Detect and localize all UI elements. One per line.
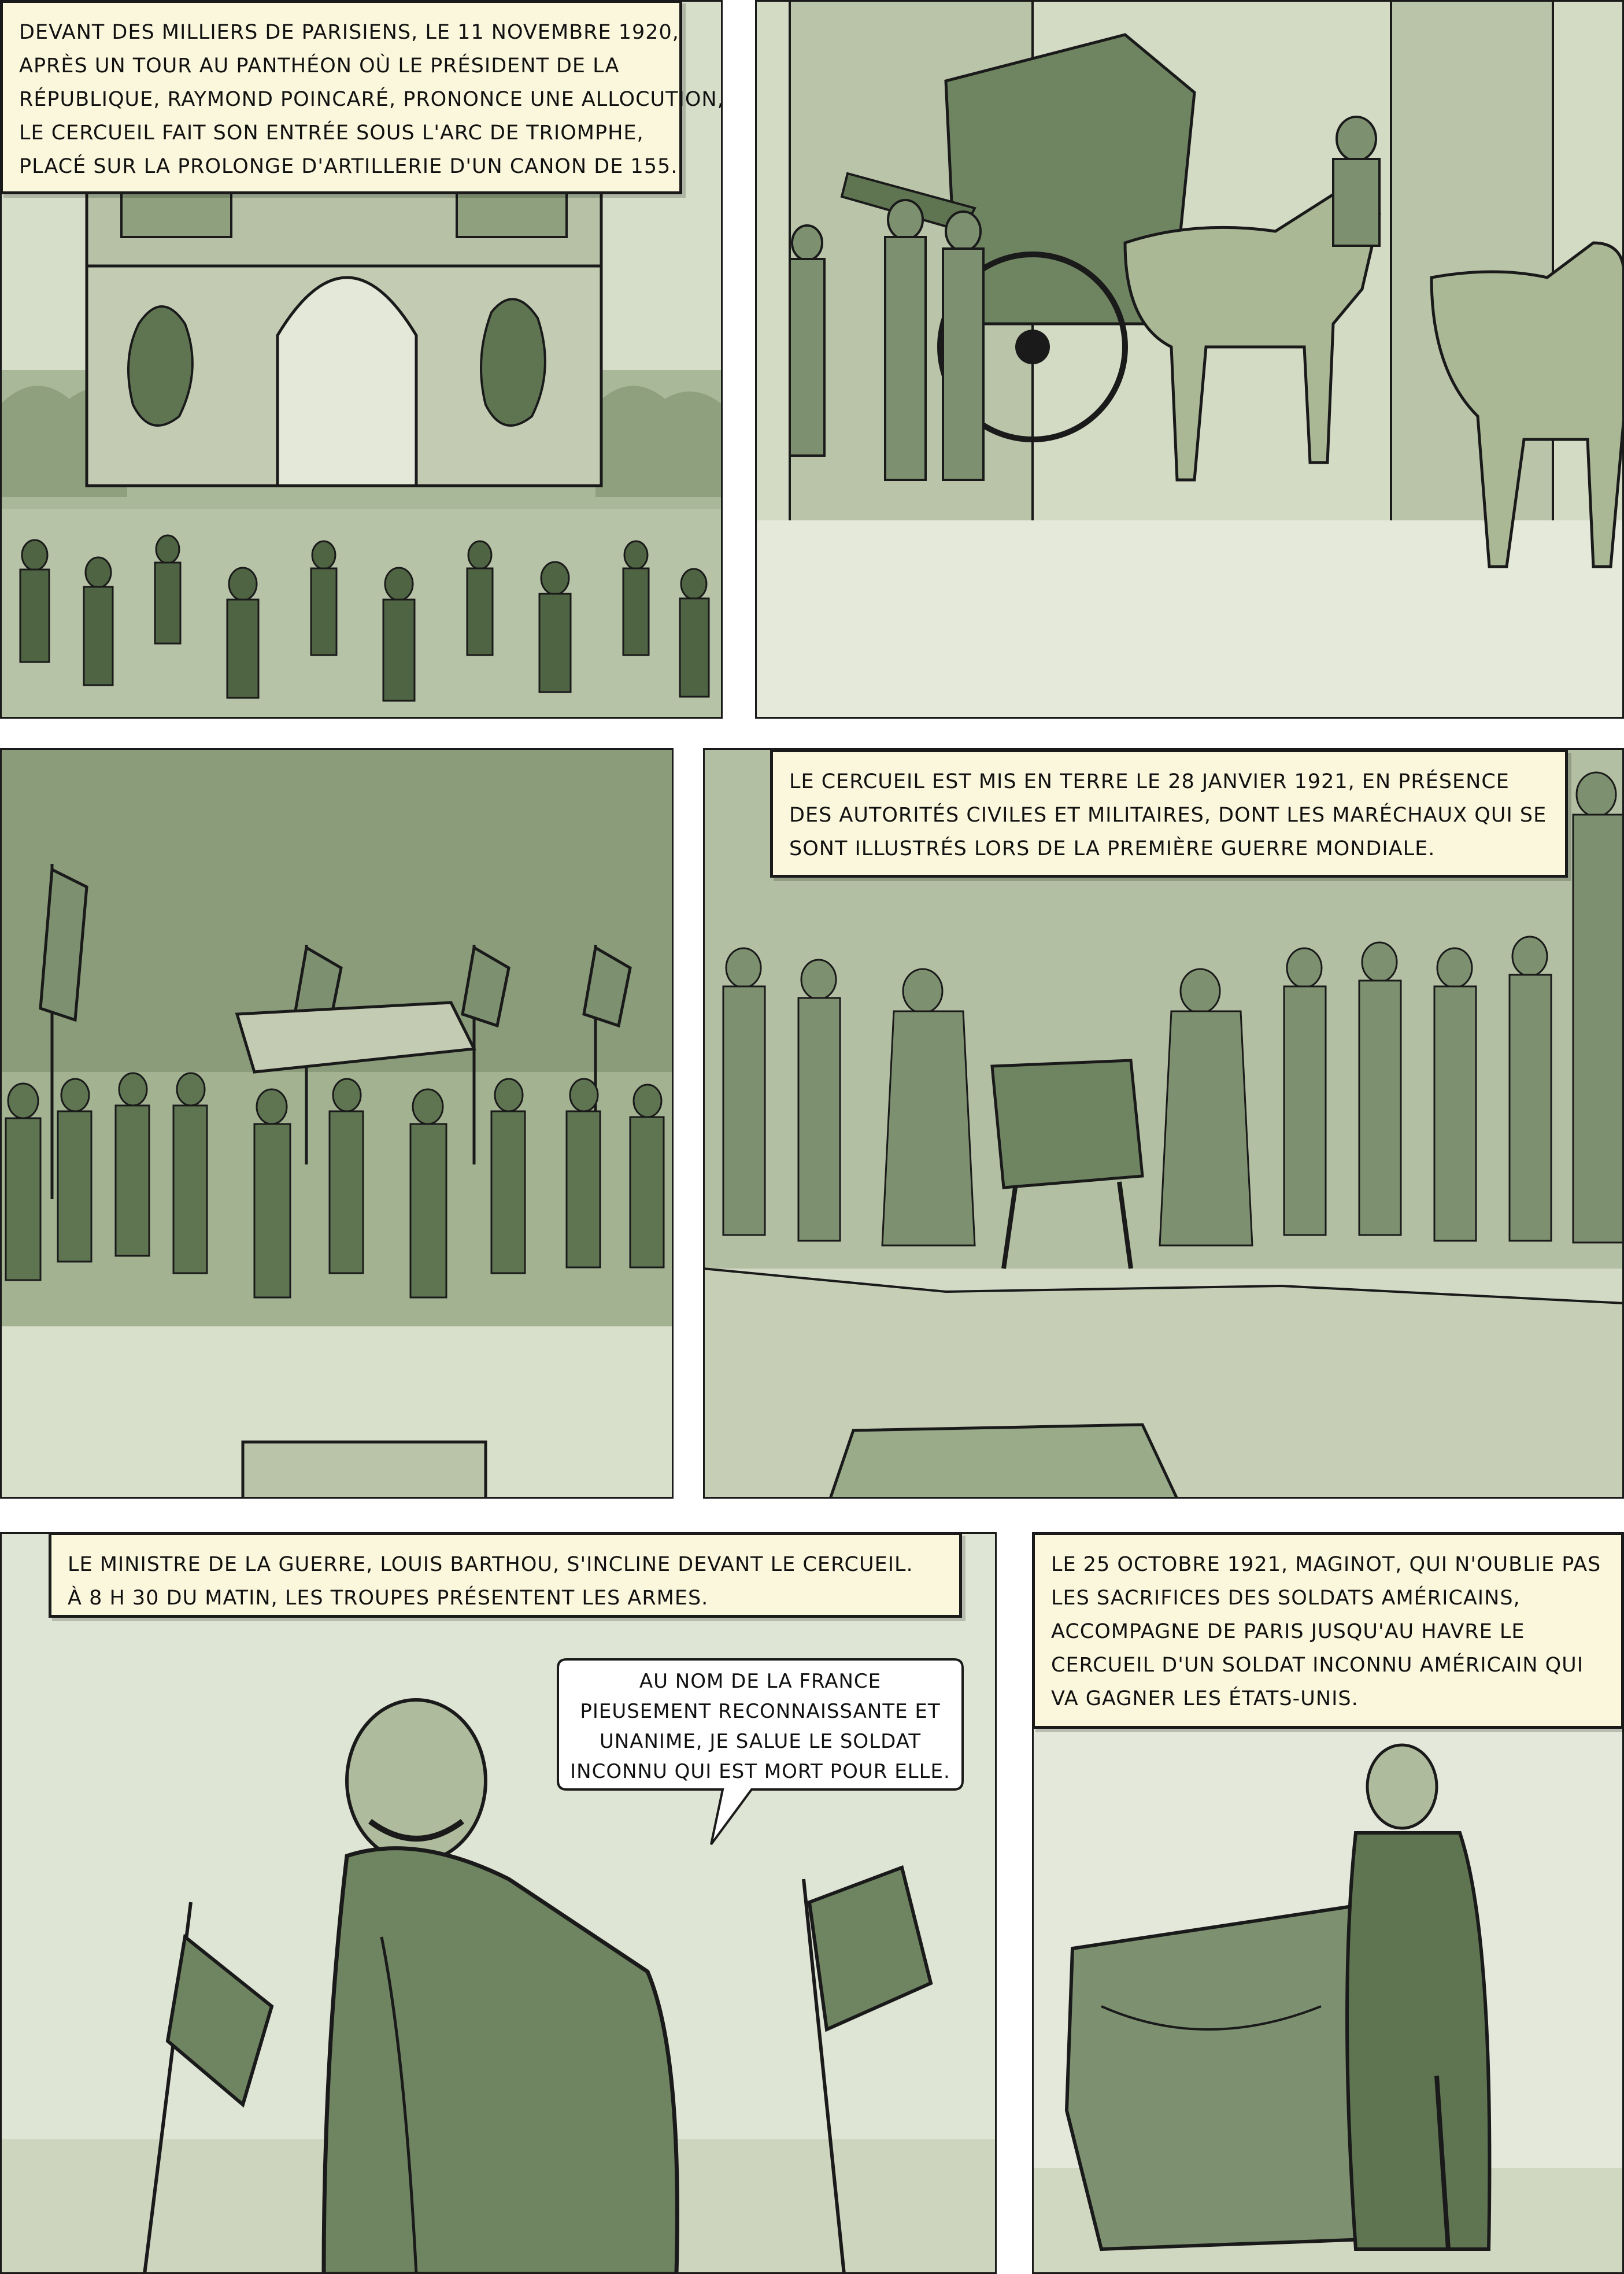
panel-minister-bows — [0, 1532, 997, 2274]
caption-line: LES SACRIFICES DES SOLDATS AMÉRICAINS, — [1051, 1587, 1521, 1610]
caption-line: VA GAGNER LES ÉTATS-UNIS. — [1051, 1687, 1359, 1710]
caption-line: LE CERCUEIL FAIT SON ENTRÉE SOUS L'ARC DE TRIOMPHE, — [19, 121, 644, 145]
caption-line: ACCOMPAGNE DE PARIS JUSQU'AU HAVRE LE — [1051, 1620, 1525, 1643]
balloon-line: AU NOM DE LA FRANCE — [639, 1670, 882, 1693]
caption-line: CERCUEIL D'UN SOLDAT INCONNU AMÉRICAIN QUI — [1051, 1654, 1584, 1677]
caption-line: LE 25 OCTOBRE 1921, MAGINOT, QUI N'OUBLIE PAS — [1051, 1553, 1601, 1576]
caption-panel-4 — [770, 749, 1568, 878]
caption-line: LE CERCUEIL EST MIS EN TERRE LE 28 JANVIER 1921, EN PRÉSENCE — [789, 770, 1510, 793]
caption-panel-6 — [1032, 1532, 1624, 1729]
caption-line: DES AUTORITÉS CIVILES ET MILITAIRES, DONT LES MARÉCHAUX QUI SE — [789, 804, 1547, 827]
minister-bows-illustration — [0, 1532, 997, 2274]
panel-coffin-procession — [0, 748, 674, 1499]
balloon-line: PIEUSEMENT RECONNAISSANTE ET — [580, 1700, 941, 1723]
coffin-procession-illustration — [0, 748, 674, 1499]
caption-line: RÉPUBLIQUE, RAYMOND POINCARÉ, PRONONCE UNE ALLOCUTION, — [19, 88, 724, 111]
caption-line: LE MINISTRE DE LA GUERRE, LOUIS BARTHOU, S'INCLINE DEVANT LE CERCUEIL. — [68, 1553, 913, 1576]
caption-panel-1 — [0, 0, 724, 194]
balloon-line: INCONNU QUI EST MORT POUR ELLE. — [570, 1760, 950, 1783]
caption-line: DEVANT DES MILLIERS DE PARISIENS, LE 11 NOVEMBRE 1920, — [19, 21, 679, 44]
caption-line: À 8 H 30 DU MATIN, LES TROUPES PRÉSENTENT LES ARMES. — [68, 1587, 709, 1610]
caption-line: SONT ILLUSTRÉS LORS DE LA PREMIÈRE GUERRE MONDIALE. — [789, 837, 1436, 860]
caption-line: PLACÉ SUR LA PROLONGE D'ARTILLERIE D'UN CANON DE 155. — [19, 155, 678, 178]
speech-balloon — [555, 1654, 965, 1798]
cannon-carriage-illustration — [755, 0, 1624, 719]
balloon-line: UNANIME, JE SALUE LE SOLDAT — [599, 1730, 922, 1753]
speech-balloon-text — [555, 1666, 965, 1787]
panel-cannon-carriage — [755, 0, 1624, 719]
caption-panel-5 — [49, 1532, 962, 1618]
caption-line: APRÈS UN TOUR AU PANTHÉON OÙ LE PRÉSIDENT DE LA — [19, 54, 620, 77]
